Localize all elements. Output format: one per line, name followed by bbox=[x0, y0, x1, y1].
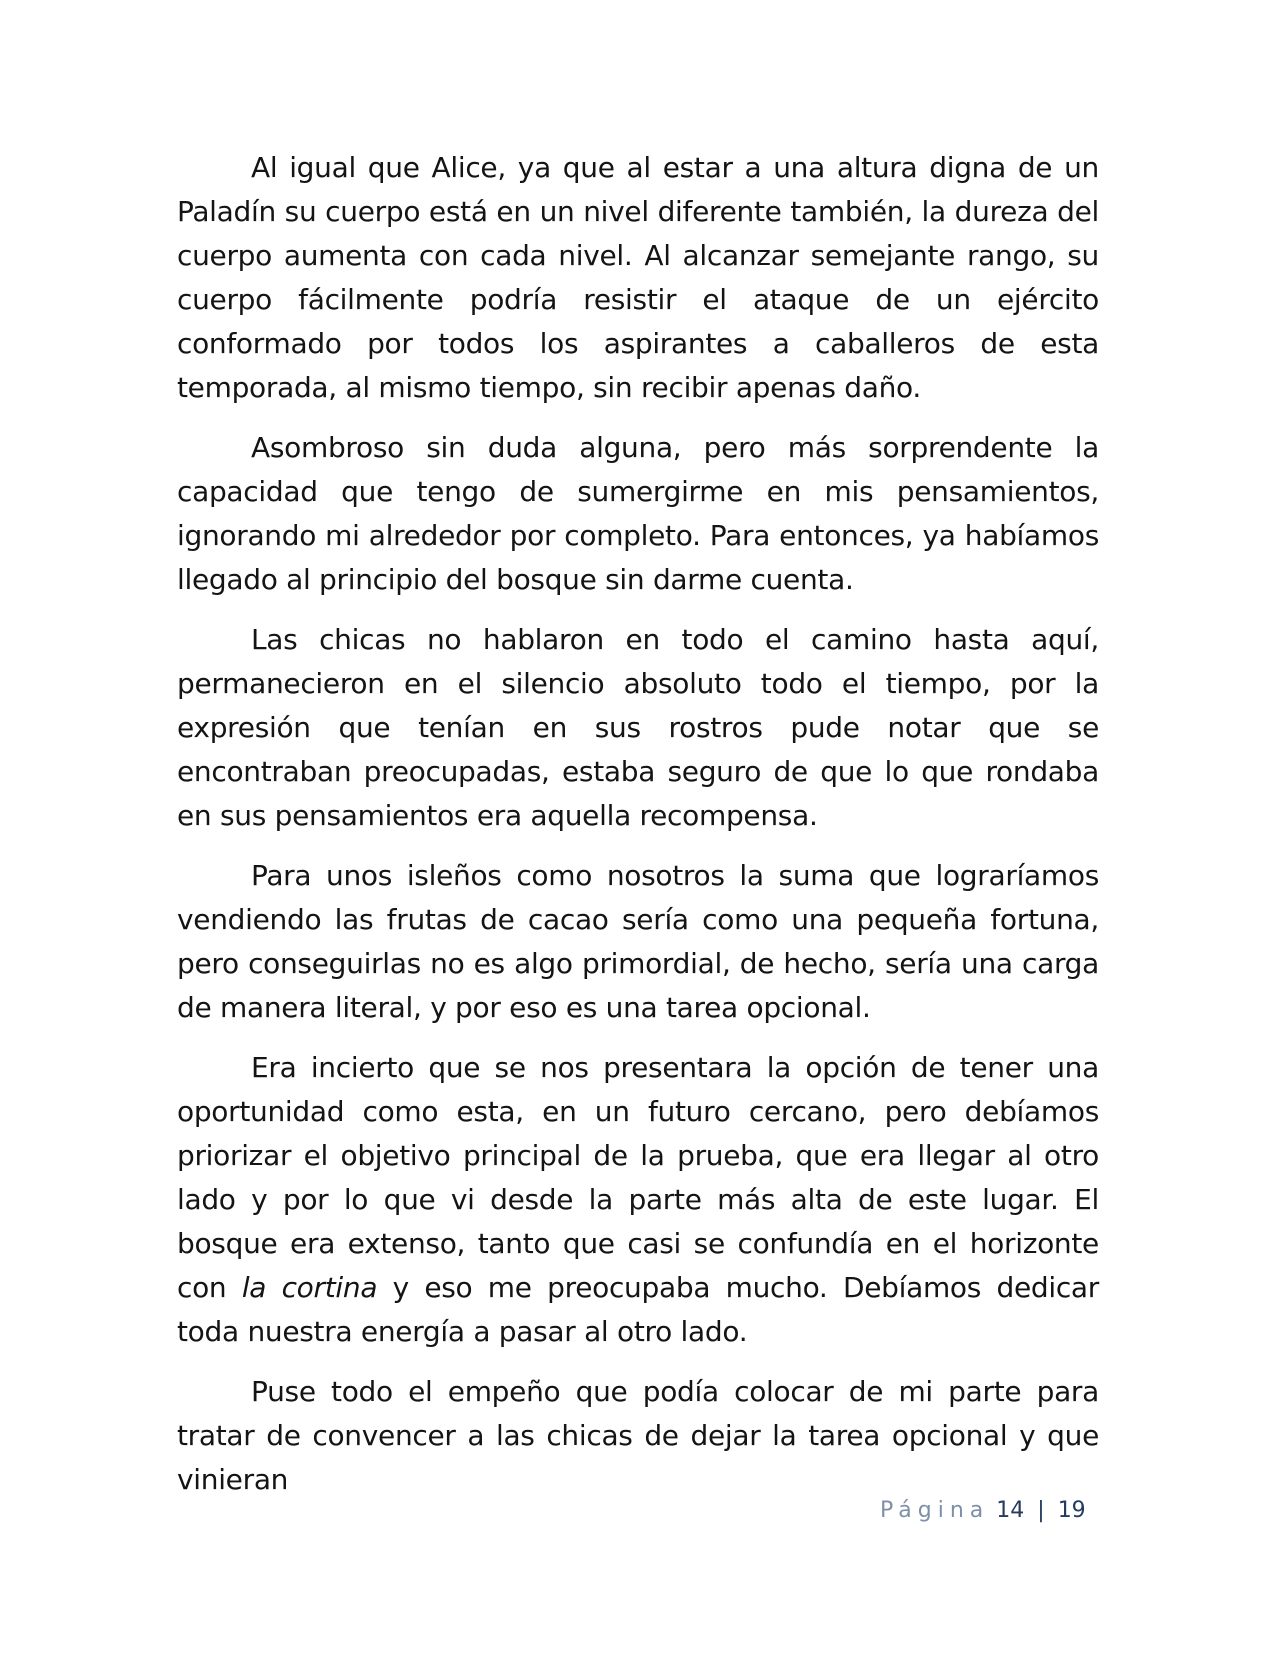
paragraph-2: Asombroso sin duda alguna, pero más sorprendente la capacidad que tengo de sumergirme en mis pensamientos, ignorando mi alrededor por completo. Para entonces, ya habíamos llegado al principio del bosque sin darme cuenta. bbox=[177, 431, 1099, 596]
paragraph-3: Las chicas no hablaron en todo el camino hasta aquí, permanecieron en el silencio absoluto todo el tiempo, por la expresión que tenían en sus rostros pude notar que se encontraban preocupadas, estaba seguro de que lo que rondaba en sus pensamientos era aquella recompensa. bbox=[177, 623, 1099, 832]
paragraph-4: Para unos isleños como nosotros la suma que lograríamos vendiendo las frutas de cacao sería como una pequeña fortuna, pero conseguirlas no es algo primordial, de hecho, sería una carga de manera literal, y por eso es una tarea opcional. bbox=[177, 859, 1099, 1024]
page-number: 14 bbox=[996, 1498, 1025, 1523]
paragraph-1: Al igual que Alice, ya que al estar a una altura digna de un Paladín su cuerpo está en un nivel diferente también, la dureza del cuerpo aumenta con cada nivel. Al alcanzar semejante rango, su cuerpo fácilmente podría resistir el ataque de un ejército conformado por todos los aspirantes a caballeros de esta temporada, al mismo tiempo, sin recibir apenas daño. bbox=[177, 151, 1099, 404]
paragraph-5-italic-term: la cortina bbox=[241, 1271, 378, 1304]
paragraph-5-text-start: Era incierto que se nos presentara la opción de tener una oportunidad como esta, en un futuro cercano, pero debíamos priorizar el objetivo principal de la prueba, que era llegar al otro lado y por lo que vi desde la parte más alta de este lugar. El bosque era extenso, tanto que casi se confundía en el horizonte con bbox=[177, 1051, 1099, 1304]
page-footer bbox=[880, 1497, 1086, 1525]
paragraph-5-text-end: y eso me preocupaba mucho. Debíamos dedicar toda nuestra energía a pasar al otro lado. bbox=[177, 1271, 1099, 1348]
paragraph-5 bbox=[177, 1046, 1099, 1354]
paragraph-6: Puse todo el empeño que podía colocar de mi parte para tratar de convencer a las chicas de dejar la tarea opcional y que vinieran bbox=[177, 1375, 1099, 1496]
page-total: 19 bbox=[1057, 1498, 1086, 1523]
page-label: Página bbox=[880, 1498, 990, 1523]
body-text bbox=[177, 146, 1099, 1518]
page-separator: | bbox=[1037, 1498, 1045, 1523]
